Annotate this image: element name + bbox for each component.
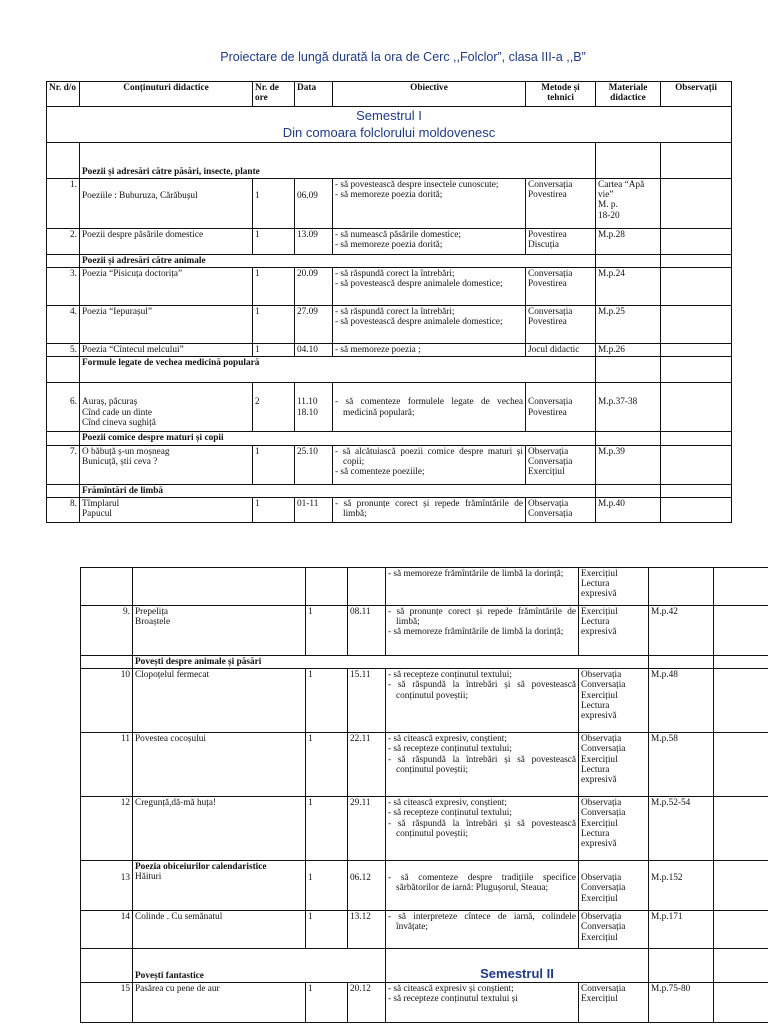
row-observations	[714, 733, 768, 797]
row-content	[80, 497, 253, 522]
table-row	[81, 797, 768, 861]
continut-line: O băbuță ș-un moșneag	[82, 446, 170, 457]
row-objectives	[386, 911, 579, 949]
row-objectives	[386, 861, 579, 911]
method-line: Conversația	[528, 307, 573, 318]
row-content	[80, 383, 253, 432]
method-line: Observația	[581, 798, 622, 809]
row-methods	[579, 733, 649, 797]
objective-line: - să comenteze poeziile;	[335, 467, 425, 478]
table-row	[47, 497, 732, 522]
row-materials	[596, 445, 661, 484]
row-objectives	[386, 983, 579, 1023]
table-row	[81, 733, 768, 797]
material-line: M.p.75-80	[651, 984, 691, 995]
row-methods	[526, 268, 596, 306]
row-date	[295, 383, 333, 432]
semester-2-heading: Semestrul II	[386, 949, 649, 983]
row-date	[348, 568, 386, 606]
row-hours: 2	[253, 383, 295, 432]
continut-line: Auraș, păcuraș	[82, 397, 138, 408]
row-number: 15	[81, 983, 133, 1023]
row-number: 9.	[81, 606, 133, 656]
row-date: 08.11	[348, 606, 386, 656]
plan-table-page-1	[46, 81, 732, 523]
row-observations	[714, 797, 768, 861]
table-header-row	[47, 82, 732, 107]
table-row	[47, 445, 732, 484]
row-date: 22.11	[348, 733, 386, 797]
material-line: M. p.	[598, 200, 618, 211]
row-hours: 1	[306, 983, 348, 1023]
row-methods	[526, 497, 596, 522]
objective-line: - să citească expresiv, conștient;	[388, 734, 507, 745]
row-observations	[661, 344, 732, 357]
continut-line: Cînd cineva sughiță	[82, 417, 156, 428]
row-observations	[714, 861, 768, 911]
continut-line: Bunicuță, știi ceva ?	[82, 456, 158, 467]
row-objectives	[333, 179, 526, 229]
row-methods	[526, 445, 596, 484]
row-materials	[649, 797, 714, 861]
method-line: Observația	[528, 498, 569, 509]
material-line: 18-20	[598, 210, 620, 221]
objective-line: - să citească expresiv și conștient;	[388, 984, 514, 995]
row-objectives	[333, 445, 526, 484]
row-content: Pasărea cu pene de aur	[133, 983, 306, 1023]
section-heading: Poezii și adresări către animale	[80, 255, 596, 268]
row-objectives	[386, 733, 579, 797]
header-obiective: Obiective	[333, 82, 526, 107]
material-line: M.p.25	[598, 307, 625, 318]
section-row	[81, 656, 768, 669]
row-hours: 1	[253, 445, 295, 484]
row-objectives	[333, 306, 526, 344]
row-hours: 1	[306, 861, 348, 911]
material-line: M.p.24	[598, 269, 625, 280]
section-row	[47, 432, 732, 445]
row-date: 27.09	[295, 306, 333, 344]
section-row	[47, 484, 732, 497]
row-number: 10	[81, 669, 133, 733]
row-materials	[596, 383, 661, 432]
method-line: Exercițiul	[581, 754, 618, 765]
row-date: 20.09	[295, 268, 333, 306]
row-observations	[661, 445, 732, 484]
row-number: 13	[81, 861, 133, 911]
section-heading: Poezia obiceiurilor calendaristice	[135, 862, 267, 873]
section-heading: Povești fantastice	[133, 949, 386, 983]
method-line: Lectura expresivă	[581, 700, 617, 722]
row-observations	[661, 229, 732, 255]
continut-line: Broaștele	[135, 617, 171, 628]
method-line: Conversația	[581, 680, 626, 691]
row-materials	[596, 229, 661, 255]
objective-line: - să povestească despre animalele domestice;	[335, 279, 503, 290]
row-date: 01-11	[295, 497, 333, 522]
method-line: Conversația	[528, 397, 573, 408]
row-observations	[661, 497, 732, 522]
table-row	[47, 383, 732, 432]
objective-line: - să răspundă corect la întrebări;	[335, 307, 455, 318]
row-content: Colinde . Cu semănatul	[133, 911, 306, 949]
method-line: Observația	[581, 873, 622, 884]
objective-line: - să memoreze poezia ;	[335, 345, 421, 356]
header-nr: Nr. d/o	[47, 82, 80, 107]
row-methods	[579, 983, 649, 1023]
table-row	[81, 568, 768, 606]
row-observations	[661, 306, 732, 344]
header-materiale: Materiale didactice	[596, 82, 661, 107]
method-line: Observația	[581, 912, 622, 923]
row-content: Povestea cocoșului	[133, 733, 306, 797]
material-line: M.p.52-54	[651, 798, 691, 809]
section-heading: Frămîntări de limbă	[80, 484, 596, 497]
method-line: Povestirea	[528, 407, 567, 418]
material-line: M.p.171	[651, 912, 683, 923]
row-materials	[596, 306, 661, 344]
method-line: Povestirea	[528, 279, 567, 290]
row-hours: 1	[253, 268, 295, 306]
row-content: Poezia “Iepurașul”	[80, 306, 253, 344]
row-methods	[579, 797, 649, 861]
continut-line: Tîmplarul	[82, 498, 120, 509]
row-objectives	[386, 606, 579, 656]
data-line: 11.10	[297, 397, 318, 408]
row-number: 3.	[47, 268, 80, 306]
continut-line: Prepelița	[135, 607, 169, 617]
row-number: 11	[81, 733, 133, 797]
row-content: Poeziile : Buburuza, Cărăbușul	[80, 179, 253, 229]
section-heading: Formule legate de vechea medicină populară	[80, 357, 596, 383]
method-line: Exercițiul	[581, 690, 618, 701]
table-row	[81, 669, 768, 733]
row-objectives	[333, 268, 526, 306]
table-row	[47, 179, 732, 229]
continut-line: Papucul	[82, 509, 112, 520]
row-content: Cregunță,dă-mă huța!	[133, 797, 306, 861]
header-observatii: Observații	[661, 82, 732, 107]
table-row	[47, 229, 732, 255]
row-observations	[714, 911, 768, 949]
row-methods	[526, 229, 596, 255]
row-date: 20.12	[348, 983, 386, 1023]
row-number: 12	[81, 797, 133, 861]
method-line: Povestirea	[528, 190, 567, 201]
method-line: Observația	[581, 734, 622, 745]
method-line: Exercițiul	[581, 607, 618, 617]
material-line: M.p.26	[598, 345, 625, 356]
material-line: M.p.37-38	[598, 397, 638, 408]
row-methods	[579, 669, 649, 733]
objective-line: - să alcătuiască poezii comice despre maturi și copii;	[335, 446, 523, 467]
row-materials	[596, 497, 661, 522]
continut-line: Cînd cade un dinte	[82, 407, 152, 418]
objective-line: - să povestească despre insectele cunoscute;	[335, 180, 499, 190]
row-observations	[714, 669, 768, 733]
objective-line: - să comenteze despre tradițiile specifice sărbătorilor de iarnă: Plugușorul, Steaua;	[388, 873, 576, 894]
objective-line: - să pronunțe corect și repede frămîntările de limbă;	[335, 498, 523, 520]
row-date: 13.12	[348, 911, 386, 949]
objective-line: - să memoreze frămîntările de limbă la dorință;	[388, 627, 564, 638]
row-methods	[526, 383, 596, 432]
row-materials	[596, 179, 661, 229]
material-line: M.p.40	[598, 498, 625, 509]
row-objectives	[386, 669, 579, 733]
semester-2-row	[81, 949, 768, 983]
row-date: 06.12	[348, 861, 386, 911]
row-objectives	[386, 568, 579, 606]
section-heading: Poezii și adresări către păsări, insecte, plante	[80, 143, 596, 179]
objective-line: - să interpreteze cîntece de iarnă, colindele învățate;	[388, 912, 576, 933]
row-content	[133, 861, 306, 911]
row-observations	[714, 983, 768, 1023]
method-line: Conversația	[528, 180, 573, 190]
row-hours: 1	[306, 911, 348, 949]
section-heading: Poezii comice despre maturi și copii	[80, 432, 596, 445]
objective-line: - să recepteze conținutul textului;	[388, 808, 512, 819]
row-materials	[649, 606, 714, 656]
row-number: 8.	[47, 497, 80, 522]
method-line: Lectura expresivă	[581, 617, 617, 638]
row-materials	[596, 344, 661, 357]
row-content	[80, 445, 253, 484]
method-line: Exercițiul	[581, 994, 618, 1005]
table-row	[81, 861, 768, 911]
row-date: 13.09	[295, 229, 333, 255]
objective-line: - să comenteze formulele legate de vechea medicină populară;	[335, 397, 523, 418]
row-materials	[596, 268, 661, 306]
objective-line: - să numească păsările domestice;	[335, 230, 461, 240]
row-materials	[649, 983, 714, 1023]
header-data: Data	[295, 82, 333, 107]
objective-line: - să răspundă la întrebări și să povestească conținutul poveștii;	[388, 680, 576, 701]
material-line: M.p.39	[598, 446, 625, 457]
row-materials	[649, 911, 714, 949]
row-observations	[661, 179, 732, 229]
row-number: 6.	[47, 383, 80, 432]
material-line: M.p.28	[598, 230, 625, 240]
plan-table-page-2	[80, 567, 768, 1023]
page-title: Proiectare de lungă durată la ora de Cerc ,,Folclor”, clasa III-a ,,B”	[220, 50, 586, 64]
material-line: M.p.58	[651, 734, 678, 745]
row-hours: 1	[306, 669, 348, 733]
row-date: 04.10	[295, 344, 333, 357]
row-hours: 1	[253, 497, 295, 522]
row-methods	[579, 911, 649, 949]
method-line: Conversația	[528, 456, 573, 467]
table-row	[81, 983, 768, 1023]
method-line: Observația	[528, 446, 569, 457]
method-line: Exercițiul	[581, 932, 618, 943]
row-methods	[526, 179, 596, 229]
row-hours: 1	[306, 733, 348, 797]
row-hours	[306, 568, 348, 606]
section-row	[47, 143, 732, 179]
objective-line: - să răspundă corect la întrebări;	[335, 269, 455, 280]
header-continut: Conținuturi didactice	[80, 82, 253, 107]
material-line: Cartea “Apă vie”	[598, 180, 645, 201]
method-line: Conversația	[581, 883, 626, 894]
row-observations	[714, 568, 768, 606]
objective-line: - să recepteze conținutul textului și	[388, 994, 518, 1005]
row-objectives	[386, 797, 579, 861]
row-methods	[579, 606, 649, 656]
row-date: 25.10	[295, 445, 333, 484]
objective-line: - să pronunțe corect și repede frămîntările de limbă;	[388, 607, 576, 628]
semester-1-row	[47, 107, 732, 143]
objective-line: - să citească expresiv, conștient;	[388, 798, 507, 809]
objective-line: - să memoreze poezia dorită;	[335, 240, 443, 251]
row-materials	[649, 568, 714, 606]
objective-line: - să memoreze poezia dorită;	[335, 190, 443, 201]
objective-line: - să povestească despre animalele domestice;	[335, 317, 503, 328]
row-observations	[661, 268, 732, 306]
row-number: 7.	[47, 445, 80, 484]
row-methods	[526, 344, 596, 357]
method-line: Discuția	[528, 240, 559, 251]
header-ore: Nr. de ore	[253, 82, 295, 107]
row-content: Clopoțelul fermecat	[133, 669, 306, 733]
objective-line: - să recepteze conținutul textului;	[388, 744, 512, 755]
method-line: Lectura expresivă	[581, 579, 617, 600]
row-objectives	[333, 497, 526, 522]
section-row	[47, 255, 732, 268]
material-line: M.p.152	[651, 873, 683, 884]
table-row	[81, 911, 768, 949]
section-heading: Povești despre animale și păsări	[133, 656, 649, 669]
row-methods	[579, 568, 649, 606]
method-line: Conversația	[528, 269, 573, 280]
row-materials	[649, 733, 714, 797]
method-line: Lectura expresivă	[581, 764, 617, 786]
row-number	[81, 568, 133, 606]
row-objectives	[333, 383, 526, 432]
method-line: Conversația	[528, 509, 573, 520]
row-hours: 1	[253, 344, 295, 357]
row-number: 1.	[47, 179, 80, 229]
row-hours: 1	[306, 606, 348, 656]
method-line: Exercițiul	[581, 569, 618, 579]
method-line: Lectura expresivă	[581, 828, 617, 850]
continut-line: Hăituri	[135, 872, 162, 883]
objective-line: - să răspundă la întrebări și să povestească conținutul poveștii;	[388, 818, 576, 839]
objective-line: - să recepteze conținutul textului;	[388, 670, 512, 681]
row-number: 14	[81, 911, 133, 949]
table-row	[81, 606, 768, 656]
table-row	[47, 268, 732, 306]
data-line: 18.10	[297, 407, 318, 418]
row-objectives	[333, 344, 526, 357]
method-line: Observația	[581, 670, 622, 681]
method-line: Conversația	[581, 744, 626, 755]
method-line: Povestirea	[528, 317, 567, 328]
row-methods	[579, 861, 649, 911]
row-objectives	[333, 229, 526, 255]
header-metode: Metode și tehnici	[526, 82, 596, 107]
objective-line: - să răspundă la întrebări și să povestească conținutul poveștii;	[388, 754, 576, 775]
row-number: 5.	[47, 344, 80, 357]
method-line: Conversația	[581, 808, 626, 819]
material-line: M.p.48	[651, 670, 678, 681]
method-line: Conversația	[581, 922, 626, 933]
row-methods	[526, 306, 596, 344]
row-content: Poezia “Pisicuța doctorița”	[80, 268, 253, 306]
row-hours: 1	[253, 179, 295, 229]
row-content: Poezia “Cîntecul melcului”	[80, 344, 253, 357]
table-row	[47, 344, 732, 357]
row-number: 2.	[47, 229, 80, 255]
semester-1-heading: Semestrul I Din comoara folclorului moldovenesc	[47, 107, 732, 143]
row-observations	[661, 383, 732, 432]
row-content: Poezii despre păsările domestice	[80, 229, 253, 255]
table-row	[47, 306, 732, 344]
row-materials	[649, 669, 714, 733]
row-materials	[649, 861, 714, 911]
row-content	[133, 568, 306, 606]
row-number: 4.	[47, 306, 80, 344]
section-row	[47, 357, 732, 383]
row-date: 06.09	[295, 179, 333, 229]
row-date: 29.11	[348, 797, 386, 861]
method-line: Conversația	[581, 984, 626, 995]
method-line: Exercițiul	[581, 893, 618, 904]
method-line: Exercițiul	[581, 818, 618, 829]
row-content	[133, 606, 306, 656]
material-line: M.p.42	[651, 607, 678, 617]
row-hours: 1	[253, 306, 295, 344]
objective-line: - să memoreze frămîntările de limbă la dorință;	[388, 569, 564, 579]
method-line: Povestirea	[528, 230, 567, 240]
method-line: Jocul didactic	[528, 345, 580, 356]
row-hours: 1	[253, 229, 295, 255]
method-line: Exercițiul	[528, 467, 565, 478]
row-observations	[714, 606, 768, 656]
row-date: 15.11	[348, 669, 386, 733]
row-hours: 1	[306, 797, 348, 861]
